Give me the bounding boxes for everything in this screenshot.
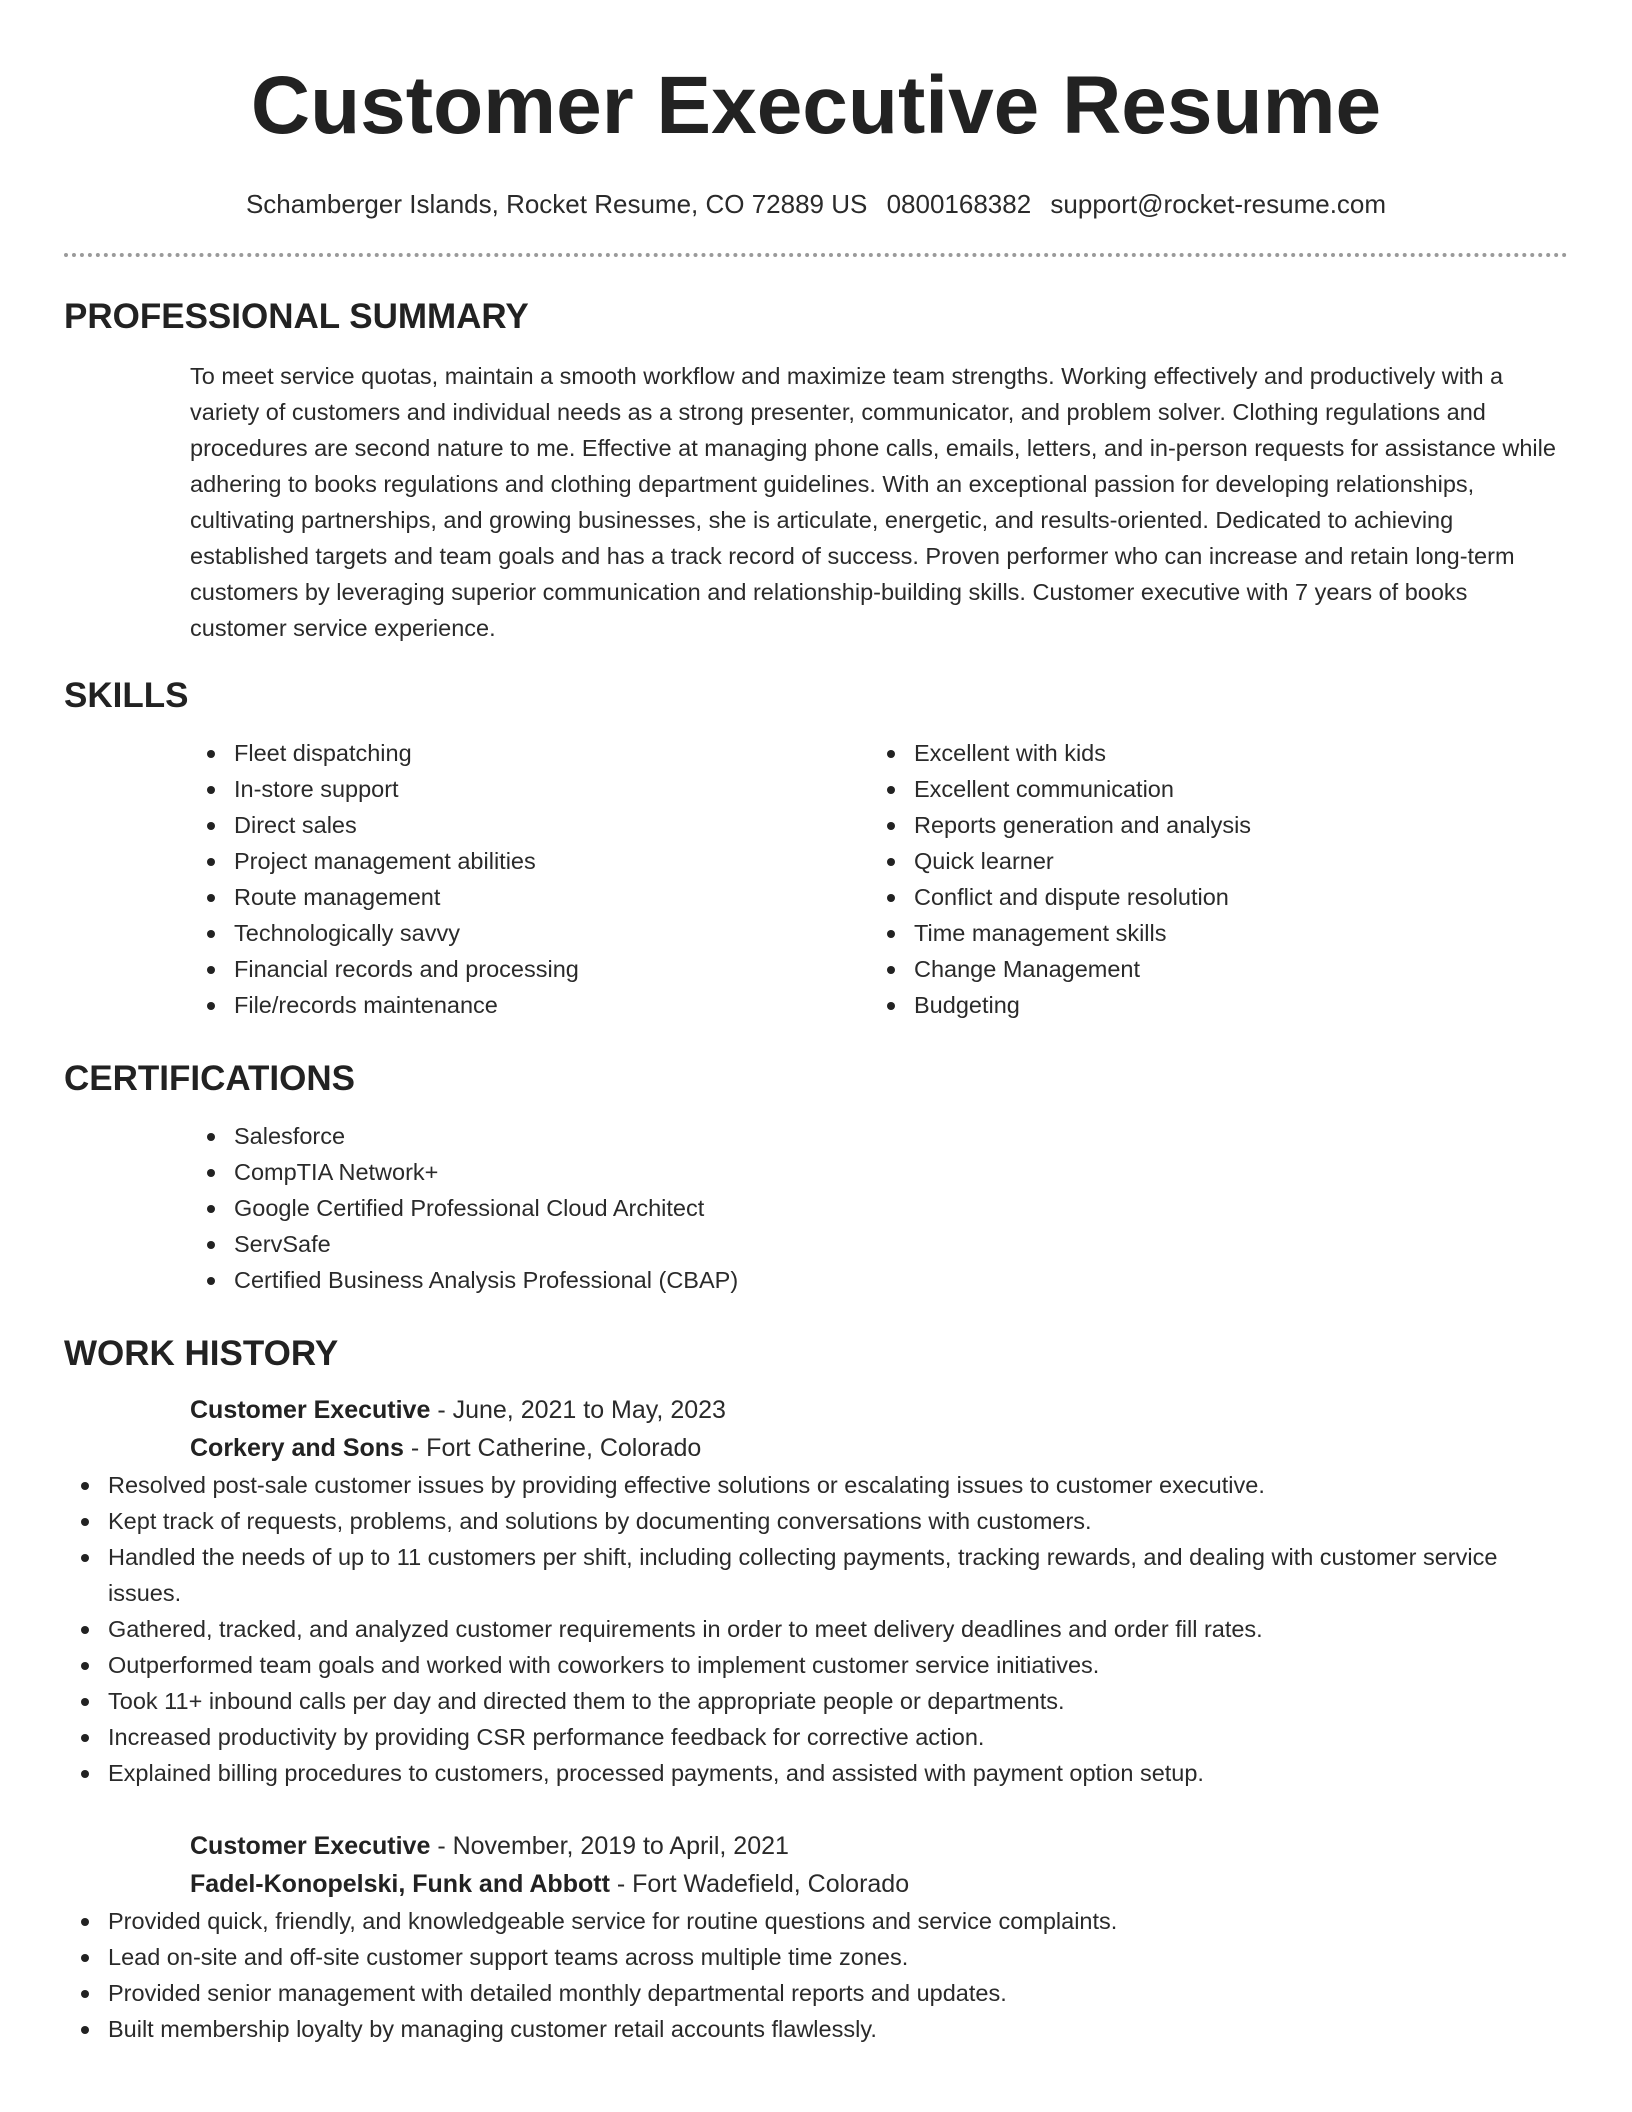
job-bullet: Explained billing procedures to customers, processed payments, and assisted with payment option setup. (64, 1755, 1568, 1791)
skill-item: Direct sales (190, 807, 870, 843)
skill-item: Project management abilities (190, 843, 870, 879)
work-history-section (64, 1333, 1568, 2047)
skill-item: Time management skills (870, 915, 1550, 951)
job-company-line (190, 1429, 1568, 1467)
contact-email[interactable]: support@rocket-resume.com (1050, 189, 1387, 219)
header-divider (64, 253, 1568, 257)
skill-item: Financial records and processing (190, 951, 870, 987)
job-title-line (190, 1827, 1568, 1865)
job-bullet: Resolved post-sale customer issues by providing effective solutions or escalating issues to customer executive. (64, 1467, 1568, 1503)
skills-column-left (190, 735, 870, 1023)
skills-section (64, 675, 1568, 1023)
certification-item: ServSafe (190, 1226, 1568, 1262)
job-entry (64, 1827, 1568, 2047)
summary-section (64, 296, 1568, 646)
skill-item: Conflict and dispute resolution (870, 879, 1550, 915)
job-bullet: Took 11+ inbound calls per day and directed them to the appropriate people or departments. (64, 1683, 1568, 1719)
job-location: - Fort Catherine, Colorado (403, 1434, 702, 1462)
skills-columns (190, 735, 1568, 1023)
job-dates: - November, 2019 to April, 2021 (430, 1832, 789, 1860)
job-bullet: Provided senior management with detailed monthly departmental reports and updates. (64, 1975, 1568, 2011)
job-bullet: Provided quick, friendly, and knowledgeable service for routine questions and service complaints. (64, 1903, 1568, 1939)
certification-item: CompTIA Network+ (190, 1154, 1568, 1190)
job-bullet: Lead on-site and off-site customer support teams across multiple time zones. (64, 1939, 1568, 1975)
certifications-section (64, 1058, 1568, 1298)
job-bullet: Increased productivity by providing CSR performance feedback for corrective action. (64, 1719, 1568, 1755)
skill-item: Route management (190, 879, 870, 915)
certification-item: Google Certified Professional Cloud Architect (190, 1190, 1568, 1226)
job-title-line (190, 1391, 1568, 1429)
job-dates: - June, 2021 to May, 2023 (430, 1396, 726, 1424)
skill-item: In-store support (190, 771, 870, 807)
certifications-heading: CERTIFICATIONS (64, 1059, 356, 1098)
contact-phone: 0800168382 (886, 189, 1032, 219)
skill-item: Excellent with kids (870, 735, 1550, 771)
job-title: Customer Executive (190, 1832, 431, 1860)
skills-column-right (870, 735, 1550, 1023)
summary-text: To meet service quotas, maintain a smooth workflow and maximize team strengths. Working effectively and productively with a variety of customers and individual needs as a strong presenter, communicator, and problem solver. Clothing regulations and procedures are second nature to me. Effective at managing phone calls, emails, letters, and in-person requests for assistance while adhering to books regulations and clothing department guidelines. With an exceptional passion for developing relationships, cultivating partnerships, and growing businesses, she is articulate, energetic, and results-oriented. Dedicated to achieving established targets and team goals and has a track record of success. Proven performer who can increase and retain long-term customers by leveraging superior communication and relationship-building skills. Customer executive with 7 years of books customer service experience. (190, 363, 1556, 641)
skills-heading: SKILLS (64, 676, 189, 715)
job-bullet: Built membership loyalty by managing customer retail accounts flawlessly. (64, 2011, 1568, 2047)
job-location: - Fort Wadefield, Colorado (609, 1870, 910, 1898)
job-entry (64, 1391, 1568, 1791)
job-bullet: Kept track of requests, problems, and solutions by documenting conversations with customers. (64, 1503, 1568, 1539)
resume-title: Customer Executive Resume (250, 60, 1382, 151)
job-company-line (190, 1865, 1568, 1903)
skill-item: Technologically savvy (190, 915, 870, 951)
summary-heading: PROFESSIONAL SUMMARY (64, 297, 529, 336)
work-history-heading: WORK HISTORY (64, 1334, 339, 1373)
job-title: Customer Executive (190, 1396, 431, 1424)
job-bullet: Handled the needs of up to 11 customers per shift, including collecting payments, tracking rewards, and dealing with customer service issues. (64, 1539, 1568, 1611)
contact-line (64, 188, 1568, 220)
job-bullet: Gathered, tracked, and analyzed customer requirements in order to meet delivery deadlines and order fill rates. (64, 1611, 1568, 1647)
job-bullet: Outperformed team goals and worked with coworkers to implement customer service initiatives. (64, 1647, 1568, 1683)
skill-item: Reports generation and analysis (870, 807, 1550, 843)
certification-item: Certified Business Analysis Professional (CBAP) (190, 1262, 1568, 1298)
certification-item: Salesforce (190, 1118, 1568, 1154)
job-company: Corkery and Sons (190, 1434, 404, 1462)
job-company: Fadel-Konopelski, Funk and Abbott (190, 1870, 610, 1898)
contact-address: Schamberger Islands, Rocket Resume, CO 72889 US (245, 189, 868, 219)
skill-item: Quick learner (870, 843, 1550, 879)
skill-item: Change Management (870, 951, 1550, 987)
skill-item: Excellent communication (870, 771, 1550, 807)
skill-item: File/records maintenance (190, 987, 870, 1023)
skill-item: Budgeting (870, 987, 1550, 1023)
skill-item: Fleet dispatching (190, 735, 870, 771)
